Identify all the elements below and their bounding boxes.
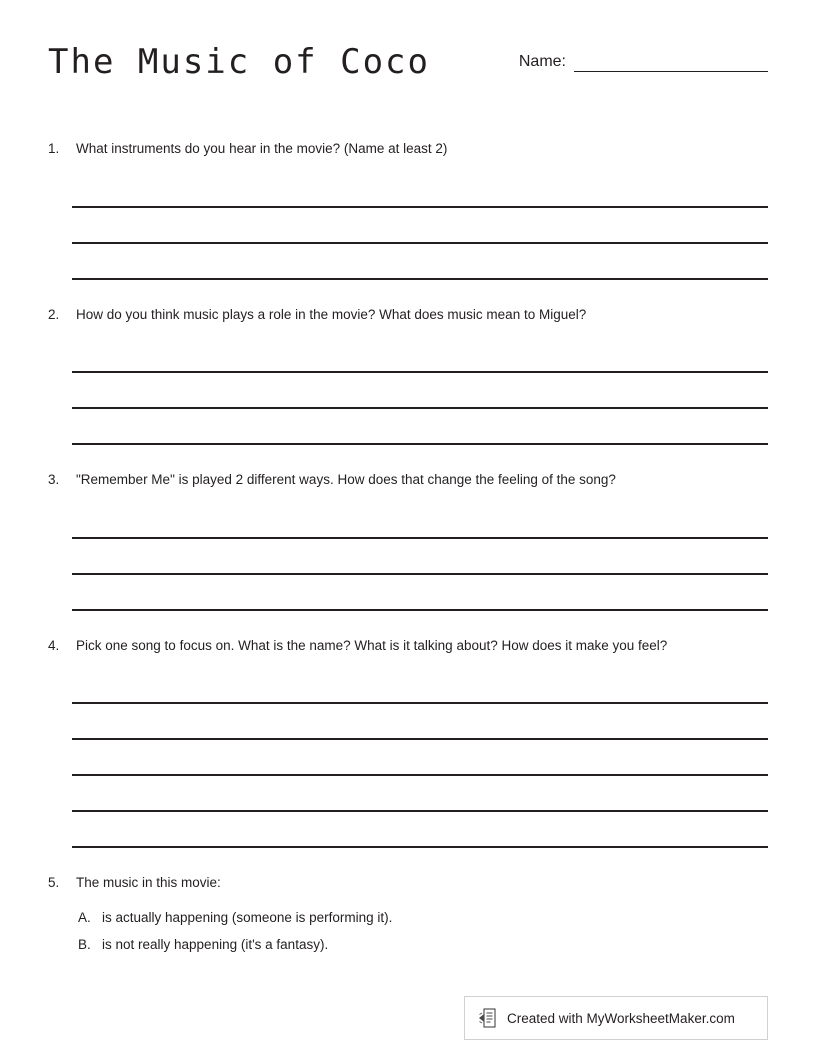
answer-line[interactable] xyxy=(72,337,768,373)
question-number: 4. xyxy=(48,637,60,653)
question-item xyxy=(48,306,768,446)
choice-list xyxy=(78,910,768,952)
question-header xyxy=(48,306,768,324)
worksheet-maker-icon xyxy=(479,1008,497,1028)
choice-text: is not really happening (it's a fantasy). xyxy=(102,936,329,952)
answer-lines xyxy=(72,668,768,848)
question-header xyxy=(48,874,768,892)
worksheet-header xyxy=(48,42,768,102)
answer-lines xyxy=(72,337,768,445)
answer-line[interactable] xyxy=(72,776,768,812)
question-spacer xyxy=(48,611,768,637)
question-spacer xyxy=(48,445,768,471)
answer-line[interactable] xyxy=(72,575,768,611)
answer-line[interactable] xyxy=(72,704,768,740)
answer-line[interactable] xyxy=(72,539,768,575)
choice-letter: A. xyxy=(78,909,91,925)
question-text: "Remember Me" is played 2 different ways. How does that change the feeling of the song? xyxy=(76,472,616,488)
answer-line[interactable] xyxy=(72,208,768,244)
answer-line[interactable] xyxy=(72,503,768,539)
question-item xyxy=(48,637,768,849)
footer-badge[interactable] xyxy=(464,996,768,1040)
choice-item[interactable] xyxy=(78,937,768,952)
answer-line[interactable] xyxy=(72,740,768,776)
answer-line[interactable] xyxy=(72,244,768,280)
question-number: 2. xyxy=(48,306,60,322)
question-spacer xyxy=(48,848,768,874)
page-title: The Music of Coco xyxy=(48,42,430,82)
question-item xyxy=(48,471,768,611)
question-number: 1. xyxy=(48,141,60,156)
question-text: How do you think music plays a role in the movie? What does music mean to Miguel? xyxy=(76,306,587,322)
answer-line[interactable] xyxy=(72,668,768,704)
name-field-block xyxy=(519,54,768,72)
choice-item[interactable] xyxy=(78,910,768,925)
question-header xyxy=(48,471,768,489)
question-number: 3. xyxy=(48,472,60,488)
questions-list xyxy=(48,140,768,964)
answer-line[interactable] xyxy=(72,409,768,445)
answer-lines xyxy=(72,503,768,611)
question-text: Pick one song to focus on. What is the name? What is it talking about? How does it make you feel? xyxy=(76,637,668,653)
name-input-line[interactable] xyxy=(574,57,768,72)
question-header xyxy=(48,140,768,158)
question-text: The music in this movie: xyxy=(76,875,221,891)
name-label: Name: xyxy=(518,53,566,70)
answer-line[interactable] xyxy=(72,172,768,208)
answer-line[interactable] xyxy=(72,812,768,848)
answer-line[interactable] xyxy=(72,373,768,409)
question-item xyxy=(48,874,768,952)
footer-badge-text: Created with MyWorksheetMaker.com xyxy=(507,1010,735,1026)
answer-lines xyxy=(72,172,768,280)
question-number: 5. xyxy=(48,875,60,891)
choice-letter: B. xyxy=(78,936,91,952)
question-spacer xyxy=(48,280,768,306)
choice-text: is actually happening (someone is performing it). xyxy=(102,909,393,925)
question-item xyxy=(48,140,768,280)
question-text: What instruments do you hear in the movie? (Name at least 2) xyxy=(76,141,448,156)
question-header xyxy=(48,637,768,655)
